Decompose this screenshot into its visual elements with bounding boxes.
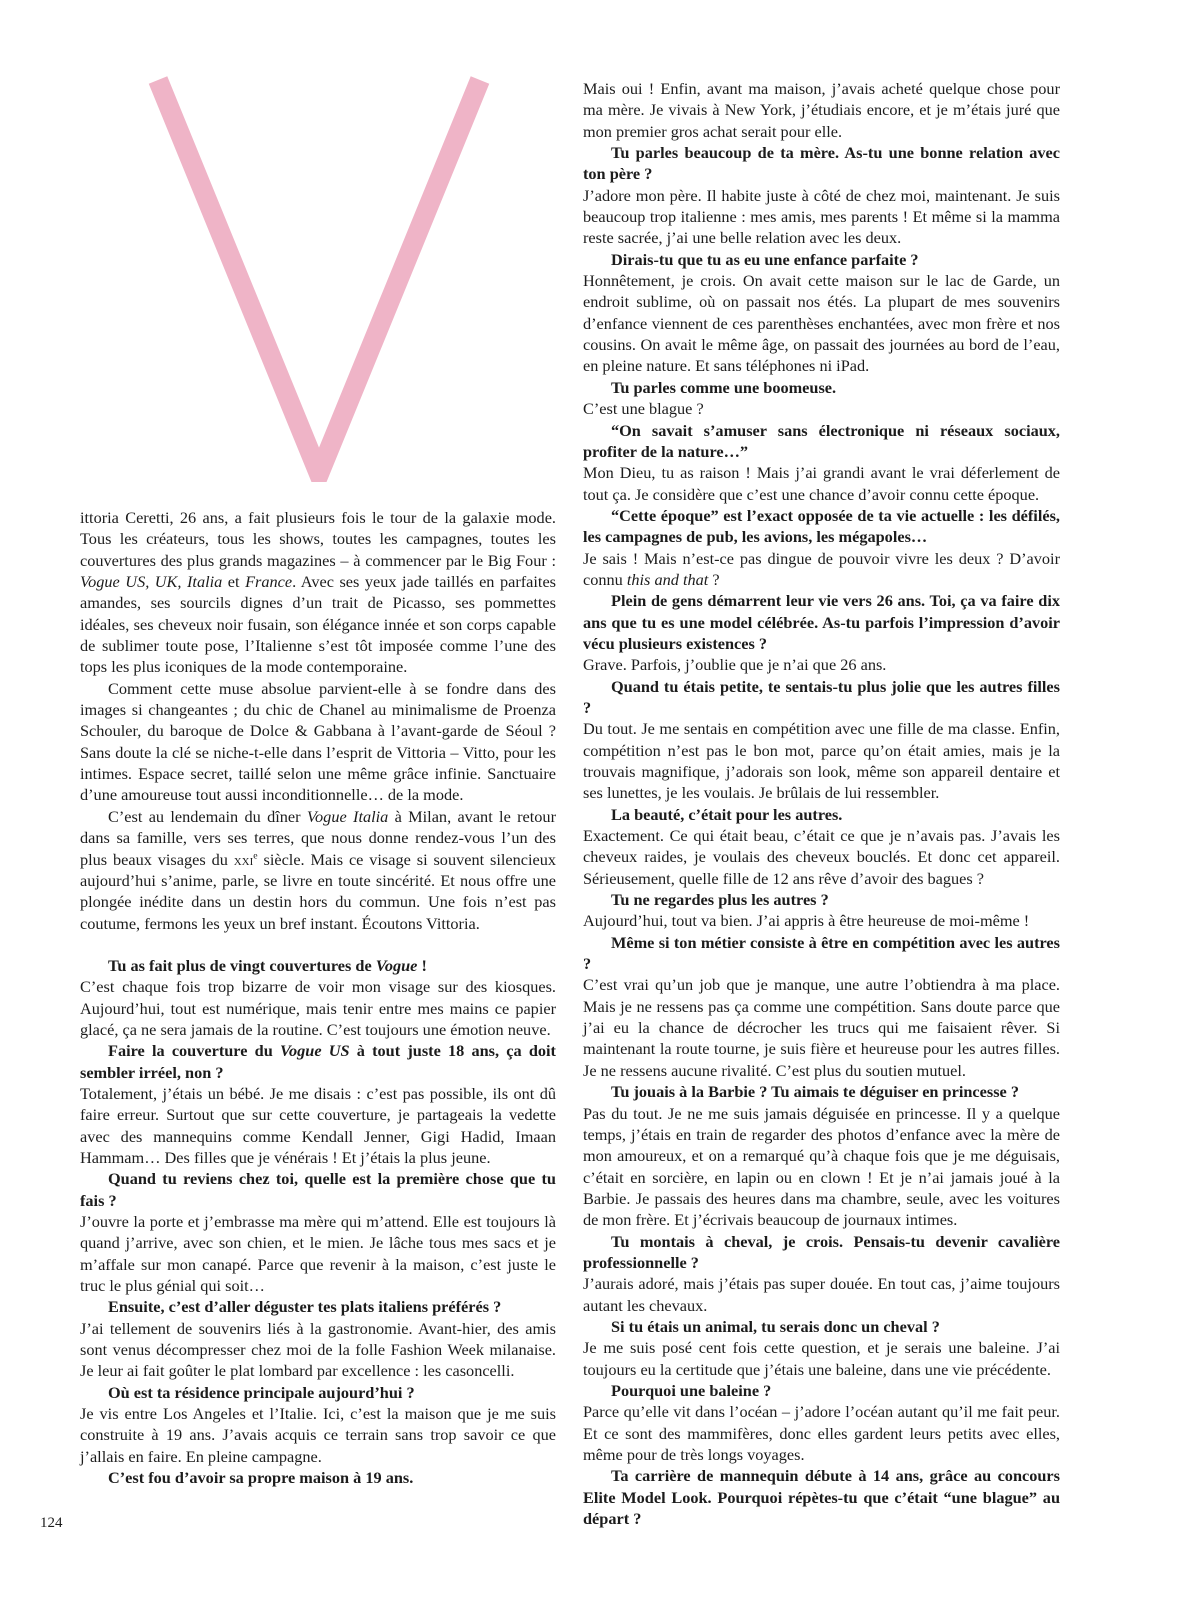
text-run: Du tout. Je me sentais en compétition avec une fille de ma classe. Enfin, compétition n’est pas le bon mot, parce qu’on était amies, mais je la trouvais magnifique, j’adorais son look, même son appareil dentaire et ses lunettes, je les voulais. Je brûlais de lui ressembler.	[583, 719, 1060, 803]
interview-question	[80, 1467, 556, 1488]
interview-question	[583, 590, 1060, 654]
italic-text: Vogue Italia	[306, 806, 389, 826]
interview-question	[583, 505, 1060, 548]
text-run: Aujourd’hui, tout va bien. J’ai appris à être heureuse de moi-même !	[583, 911, 1030, 931]
intro-paragraph	[80, 678, 556, 806]
text-run: Comment cette muse absolue parvient-elle à se fondre dans des images si changeantes ; du chic de Chanel au minimalisme de Proenza Schouler, du baroque de Dolce & Gabbana à l’avant-garde de Séoul ? Sans doute la clé se niche-t-elle dans l’esprit de Vittoria – Vitto, pour les intimes. Espace secret, taillé selon une même grâce infinie. Sanctuaire d’une amoureuse tout aussi inconditionnelle… de la mode.	[80, 678, 556, 805]
text-run: et	[222, 572, 246, 592]
interview-question	[583, 249, 1060, 270]
text-run: ?	[708, 569, 720, 589]
interview-answer	[583, 270, 1060, 377]
interview-answer	[80, 1318, 556, 1382]
italic-text: Vogue US, UK, Italia	[80, 572, 223, 592]
article-column-left	[80, 507, 556, 1488]
text-run: “Cette époque” est l’exact opposée de ta vie actuelle : les défilés, les campagnes de pub, les avions, les mégapoles…	[583, 505, 1060, 547]
italic-text: this and that	[626, 569, 709, 589]
interview-answer	[80, 1083, 556, 1168]
interview-question	[80, 1168, 556, 1211]
drop-cap-v-stroke	[158, 80, 480, 474]
interview-question	[583, 932, 1060, 975]
text-run: Quand tu étais petite, te sentais-tu plus jolie que les autres filles ?	[583, 676, 1060, 717]
interview-answer	[583, 1273, 1060, 1316]
italic-text: Vogue	[375, 955, 418, 975]
text-run: Tu ne regardes plus les autres ?	[611, 890, 829, 910]
interview-answer	[583, 910, 1060, 931]
text-run: C’est chaque fois trop bizarre de voir mon visage sur des kiosques. Aujourd’hui, tout est numérique, mais tenir entre mes mains ce papier glacé, ça ne sera jamais de la routine. C’est toujours une émotion neuve.	[80, 977, 556, 1039]
interview-answer	[80, 1403, 556, 1467]
interview-answer	[80, 976, 556, 1040]
text-run: Grave. Parfois, j’oublie que je n’ai que 26 ans.	[583, 655, 887, 675]
text-run: Plein de gens démarrent leur vie vers 26 ans. Toi, ça va faire dix ans que tu es une model célébrée. As-tu parfois l’impression d’avoir vécu plusieurs existences ?	[583, 591, 1060, 653]
text-run: . Avec ses yeux jade taillés en parfaites amandes, ses sourcils dignes d’un trait de Picasso, ses pommettes idéales, ses cheveux noir fusain, son élégance innée et son corps capable de sublimer toute pose, l’Italienne s’est tôt imposée comme l’une des tops les plus iconiques de la mode contemporaine.	[80, 572, 557, 677]
text-run: !	[417, 955, 427, 975]
interview-answer	[583, 1401, 1060, 1465]
interview-answer	[583, 718, 1060, 803]
text-run: Tu jouais à la Barbie ? Tu aimais te déguiser en princesse ?	[611, 1082, 1019, 1102]
interview-question	[583, 1465, 1060, 1529]
text-run: Si tu étais un animal, tu serais donc un cheval ?	[611, 1316, 940, 1336]
text-run: J’ai tellement de souvenirs liés à la gastronomie. Avant-hier, des amis sont venus décompresser chez moi de la folle Fashion Week milanaise. Je leur ai fait goûter le plat lombard par excellence : les casoncelli.	[80, 1318, 556, 1381]
interview-answer	[583, 825, 1060, 889]
text-run: à tout juste 18 ans, ça doit sembler irréel, non ?	[80, 1041, 556, 1082]
interview-answer	[583, 398, 1060, 419]
text-run: Honnêtement, je crois. On avait cette maison sur le lac de Garde, un endroit sublime, où on passait nos étés. La plupart de mes souvenirs d’enfance viennent de ces parenthèses enchantées, avec mon frère et nos cousins. On avait le même âge, on passait des journées au bord de l’eau, en pleine nature. Et sans téléphones ni iPad.	[583, 271, 1060, 376]
interview-question	[583, 420, 1060, 463]
text-run: Quand tu reviens chez toi, quelle est la première chose que tu fais ?	[80, 1169, 556, 1210]
text-run: Tu montais à cheval, je crois. Pensais-tu devenir cavalière professionnelle ?	[583, 1231, 1060, 1272]
interview-answer	[583, 1337, 1060, 1380]
text-run: Pourquoi une baleine ?	[611, 1380, 772, 1400]
interview-question	[80, 1040, 556, 1083]
text-run: Dirais-tu que tu as eu une enfance parfaite ?	[611, 249, 919, 269]
interview-answer	[583, 654, 1060, 675]
text-run: à Milan, avant le retour dans sa famille, vers ses terres, que nous donne rendez-vous l’un des plus beaux visages du	[80, 806, 556, 869]
text-run: Où est ta résidence principale aujourd’hui ?	[108, 1382, 415, 1402]
interview-question	[80, 1296, 556, 1317]
text-run: J’aurais adoré, mais j’étais pas super douée. En tout cas, j’aime toujours autant les chevaux.	[583, 1274, 1060, 1315]
interview-question	[583, 1081, 1060, 1102]
text-run: Mon Dieu, tu as raison ! Mais j’ai grandi avant le vrai déferlement de tout ça. Je considère que c’est une chance d’avoir connu cette époque.	[583, 463, 1060, 504]
intro-paragraph	[80, 806, 556, 934]
text-run: Faire la couverture du	[108, 1041, 280, 1061]
drop-cap-v	[148, 76, 490, 482]
italic-text: France	[245, 572, 293, 592]
interview-answer	[583, 548, 1060, 591]
text-run: Tu parles comme une boomeuse.	[611, 377, 837, 397]
text-run: Tu parles beaucoup de ta mère. As-tu une bonne relation avec ton père ?	[583, 143, 1060, 184]
text-run: Je me suis posé cent fois cette question, et je serais une baleine. J’ai toujours eu la certitude que j’étais une baleine, dans une vie précédente.	[583, 1338, 1060, 1379]
italic-text: Vogue US	[279, 1041, 350, 1061]
interview-question	[583, 804, 1060, 825]
text-run: Je vis entre Los Angeles et l’Italie. Ici, c’est la maison que je me suis construite à 19 ans. J’avais acquis ce terrain sans trop savoir ce que j’allais en faire. En pleine campagne.	[80, 1404, 556, 1466]
interview-question	[583, 1380, 1060, 1401]
text-run: J’adore mon père. Il habite juste à côté de chez moi, maintenant. Je suis beaucoup trop italienne : mes amis, mes parents ! Et même si la mamma reste sacrée, j’ai une belle relation avec les deux.	[583, 185, 1060, 248]
intro-paragraph	[80, 507, 556, 678]
interview-question	[583, 142, 1060, 185]
interview-question	[80, 955, 556, 976]
text-run: ittoria Ceretti, 26 ans, a fait plusieurs fois le tour de la galaxie mode. Tous les créateurs, tous les shows, toutes les campagnes, toutes les couvertures des plus grands magazines – à commencer par le Big Four :	[80, 508, 556, 570]
text-run: Ta carrière de mannequin débute à 14 ans, grâce au concours Elite Model Look. Pourquoi répètes-tu que c’était “une blague” au départ ?	[583, 1466, 1060, 1529]
text-run: Pas du tout. Je ne me suis jamais déguisée en princesse. Il y a quelque temps, j’étais en train de regarder des photos d’enfance avec la mère de mon amoureux, et on a remarqué qu’à chaque fois que je me déguisais, c’était en sorcière, en lapin ou en clown ! Et je n’ai jamais joué à la Barbie. Je passais des heures dans ma chambre, seule, avec les voitures de mon frère. Et j’écrivais beaucoup de journaux intimes.	[583, 1103, 1060, 1230]
text-run: Même si ton métier consiste à être en compétition avec les autres ?	[583, 932, 1060, 974]
interview-answer	[583, 974, 1060, 1081]
text-run: Mais oui ! Enfin, avant ma maison, j’avais acheté quelque chose pour ma mère. Je vivais à New York, j’étudiais encore, et je m’étais juré que mon premier gros achat serait pour elle.	[583, 79, 1060, 141]
text-run: J’ouvre la porte et j’embrasse ma mère qui m’attend. Elle est toujours là quand j’arrive, avec son chien, et le mien. Je lâche tous mes sacs et je m’affale sur mon canapé. Parce que revenir à la maison, c’est juste le truc le plus génial qui soit…	[80, 1212, 556, 1296]
interview-question	[80, 1382, 556, 1403]
interview-question	[583, 889, 1060, 910]
text-run: siècle. Mais ce visage si souvent silencieux aujourd’hui s’anime, parle, se livre en toute sincérité. Et nous offre une plongée inédite dans un destin hors du commun. Une fois n’est pas coutume, fermons les yeux un bref instant. Écoutons Vittoria.	[80, 849, 556, 933]
text-run: e	[253, 850, 258, 862]
interview-answer	[583, 462, 1060, 505]
text-run: Je sais ! Mais n’est-ce pas dingue de pouvoir vivre les deux ? D’avoir connu	[583, 548, 1060, 589]
text-run: Exactement. Ce qui était beau, c’était ce que je n’avais pas. J’avais les cheveux raides, je voulais des cheveux bouclés. Et donc cet appareil. Sérieusement, quelle fille de 12 ans rêve d’avoir des bagues ?	[583, 826, 1060, 888]
interview-question	[583, 377, 1060, 398]
interview-answer	[80, 1211, 556, 1296]
text-run: Parce qu’elle vit dans l’océan – j’adore l’océan autant qu’il me fait peur. Et ce sont des mammifères, donc elles gardent leurs petits avec elles, même pour de très longs voyages.	[583, 1402, 1060, 1464]
interview-question	[583, 1316, 1060, 1337]
text-run: Tu as fait plus de vingt couvertures de	[108, 955, 376, 975]
text-run: C’est fou d’avoir sa propre maison à 19 ans.	[108, 1468, 414, 1488]
text-run: “On savait s’amuser sans électronique ni réseaux sociaux, profiter de la nature…”	[583, 420, 1060, 461]
text-run: C’est au lendemain du dîner	[108, 806, 307, 826]
interview-answer	[583, 1103, 1060, 1231]
interview-answer	[583, 78, 1060, 142]
interview-answer	[583, 185, 1060, 249]
interview-question	[583, 1231, 1060, 1274]
page-number: 124	[40, 1515, 63, 1531]
text-run: xxi	[233, 849, 254, 869]
text-run: Ensuite, c’est d’aller déguster tes plats italiens préférés ?	[108, 1297, 502, 1317]
text-run: C’est vrai qu’un job que je manque, une autre l’obtiendra à ma place. Mais je ne ressens pas ça comme une compétition. Sans doute parce que j’ai eu la chance de décrocher les trucs qui me faisaient rêver. Si maintenant la route tourne, je suis fière et heureuse pour les autres filles. Je ne ressens aucune rivalité. C’est plus du soutien mutuel.	[583, 975, 1060, 1080]
interview-question	[583, 676, 1060, 719]
text-run: La beauté, c’était pour les autres.	[611, 804, 843, 824]
text-run: C’est une blague ?	[583, 399, 704, 419]
article-column-right	[583, 78, 1060, 1529]
text-run: Totalement, j’étais un bébé. Je me disais : c’est pas possible, ils ont dû faire erreur. Surtout que sur cette couverture, je partageais la vedette avec des mannequins comme Kendall Jenner, Gigi Hadid, Imaan Hammam… Des filles que je vénérais ! Et j’étais la plus jeune.	[80, 1083, 556, 1167]
